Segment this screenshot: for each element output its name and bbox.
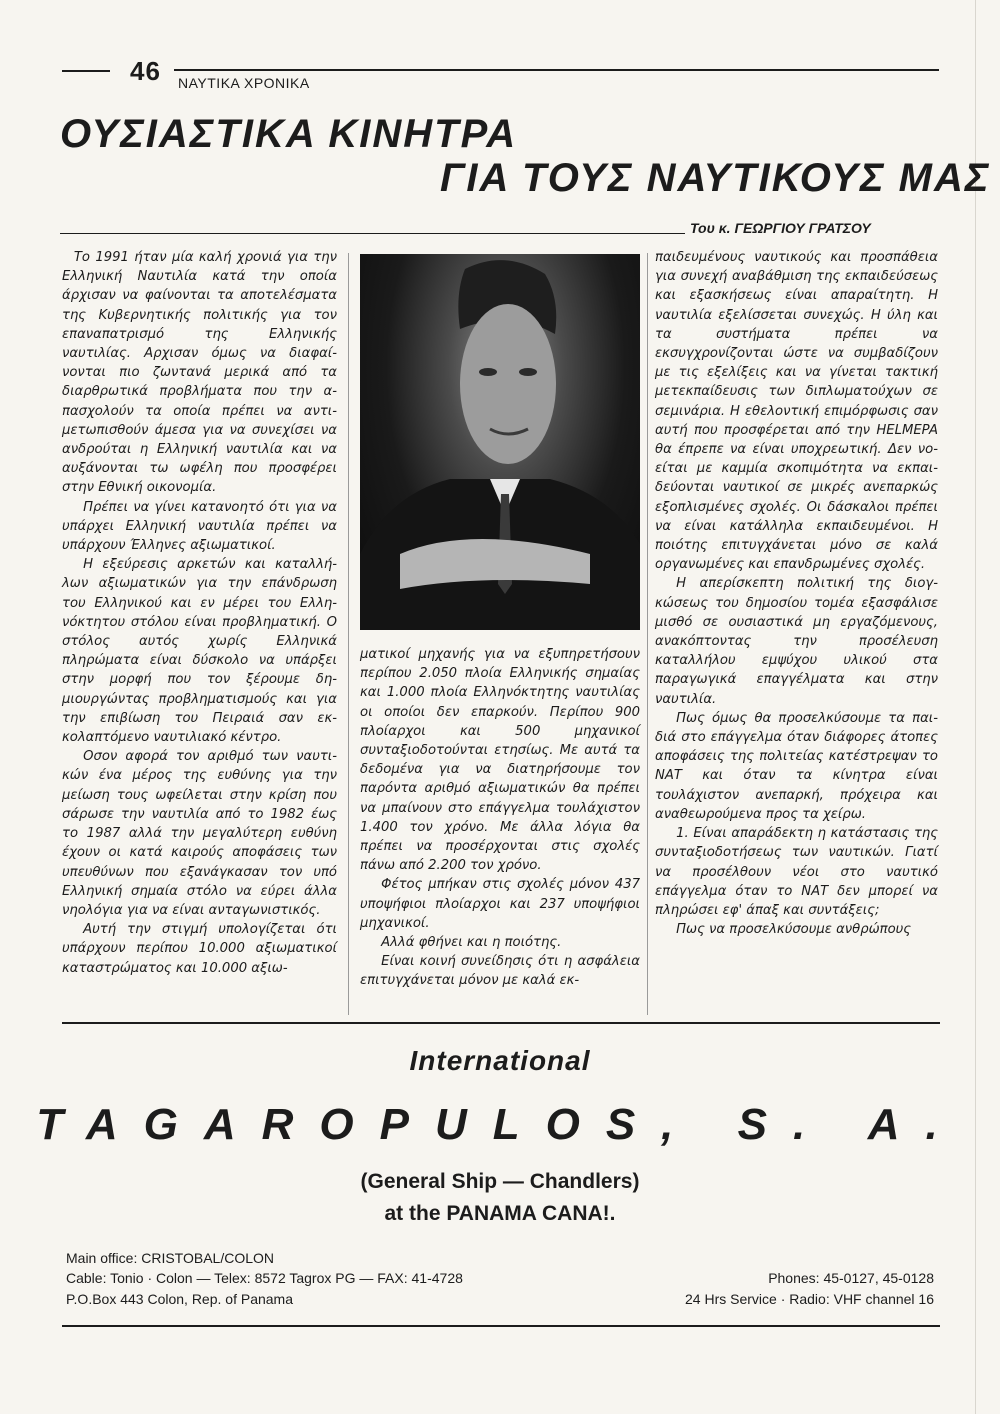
article-bottom-rule: [62, 1022, 940, 1024]
article-byline: Του κ. ΓΕΩΡΓΙΟΥ ΓΡΑΤΣΟΥ: [690, 220, 871, 236]
right-eye: [519, 368, 537, 376]
column-divider: [348, 253, 349, 1015]
header-rule-left: [62, 70, 110, 72]
face-shape: [460, 304, 556, 464]
paragraph: Αυτή την στιγμή υπολογίζεται ότι υπάρχουν περίπου 10.000 αξιωματικοί καταστρώματος και 10.000 αξιω-: [62, 922, 337, 976]
ad-main-office: Main office: CRISTOBAL/COLON: [66, 1250, 274, 1266]
ad-international-label: International: [409, 1045, 591, 1076]
article-column-3: [655, 248, 938, 939]
ad-subtitle-2: at the PANAMA CANA!.: [384, 1202, 616, 1225]
left-eye: [479, 368, 497, 376]
paragraph: Το 1991 ήταν μία καλή χρονιά για την Ελληνική Ναυτιλία κατά την οποία άρχισαν να φαίνονται τα αποτελέσματα της Κυβερνητικής πολιτικής για τον επαναπατρισμό της Ελληνικής ναυτιλίας. Αρχισαν όμως να διαφαίνονται πιο ζωντανά μερικά από τα διαρθρωτικά προβλήματα που την απασχολούν τα οποία πρέπει να αντιμετωπισθούν άμεσα για να συνεχίσει να ανδρούται η Ελληνική ναυτιλία και να αυξάνονται τω ωφέλη που προσφέρει στην Εθνική οικονομία.: [62, 250, 337, 496]
byline-rule: [60, 233, 685, 234]
column-divider: [647, 253, 648, 1015]
paragraph: ματικοί μηχανής για να εξυπηρετήσουν περίπου 2.050 πλοία Ελληνικής σημαίας και 1.000 πλοία Ελληνόκτητης ναυτιλίας οι οποίοι δεν επαρκούν. Περίπου 900 πλοίαρχοι και 500 μηχανικοί συνταξιοδοτούνται ετησίως. Με αυτά τα δεδομένα για να διατηρήσουμε τον παρόντα αριθμό αξιωματικών θα πρέπει να μπαίνουν στο επάγγελμα τουλάχιστον 1.400 τον χρόνο. Με άλλα λόγια θα πρέπει να προσέρχονται στις σχολές πάνω από 2.200 τον χρόνο.: [360, 647, 640, 874]
paragraph: Οσον αφορά τον αριθμό των ναυτικών ένα μέρος της ευθύνης για την μείωση τους ωφείλεται στην κρίση που σάρωσε την ναυτιλία από το 1982 έως το 1987 αλλά την μεγαλύτερη ευθύνη έχουν οι κατά καιρούς αποφάσεις των υπευθύνων που εξανάγκασαν τον υπό Ελληνική σημαία στόλο να εύρει άλλα νηολόγια για να είναι ανταγωνιστικός.: [62, 749, 337, 918]
page-number: 46: [130, 56, 161, 86]
article-column-2: [360, 645, 640, 991]
paragraph: Φέτος μπήκαν στις σχολές μόνον 437 υποψήφιοι πλοίαρχοι και 237 υποψήφιοι μηχανικοί.: [360, 877, 640, 931]
paragraph: Η απερίσκεπτη πολιτική της διογκώσεως του δημοσίου τομέα εξασφάλισε μισθό σε ουσιαστικά μη εργαζόμενους, ανακόπτοντας την προσέλευση καταλλήλου εμψύχου υλικού στα παραγωγικά επαγγέλματα και στην ναυτιλία.: [655, 576, 938, 707]
header-rule-right: [174, 69, 939, 71]
ad-company-name: TAGAROPULOS, S. A.: [36, 1100, 964, 1149]
paragraph: Πως όμως θα προσελκύσουμε τα παιδιά στο επάγγελμα όταν διάφορες άτοπες αποφάσεις της πολιτείας κατέστρεψαν το ΝΑΤ και όταν τα κίνητρα είναι τουλάχιστον ανεπαρκή, πρόχειρα και αναθεωρούμενα προς τα χείρω.: [655, 710, 938, 822]
paragraph: Είναι κοινή συνείδησις ότι η ασφάλεια επιτυγχάνεται μόνον με καλά εκ-: [360, 954, 640, 989]
paragraph: Η εξεύρεσις αρκετών και καταλλήλων αξιωματικών για την επάνδρωση του Ελληνικού και εν μέρει του Ελληνόκτητου στόλου είναι προβληματική. Ο στόλος αυτός χωρίς Ελληνικά πληρώματα είναι δύσκολο να υπάρξει στην μορφή που τον ξέρουμε δημιουργώντας προβληματισμούς και για την επιβίωση του Πειραιά σαν εκκολαπτόμενο ναυτιλιακό κέντρο.: [62, 557, 337, 746]
paragraph: Αλλά φθήνει και η ποιότης.: [381, 935, 562, 951]
article-title-line-2: ΓΙΑ ΤΟΥΣ ΝΑΥΤΙΚΟΥΣ ΜΑΣ: [440, 156, 991, 200]
portrait-drawing: [360, 254, 640, 630]
magazine-title: ΝΑΥΤΙΚΑ ΧΡΟΝΙΚΑ: [178, 75, 310, 91]
ad-service-radio: 24 Hrs Service · Radio: VHF channel 16: [685, 1291, 934, 1307]
author-portrait-photo: [360, 254, 640, 630]
paragraph: Πως να προσελκύσουμε ανθρώπους: [676, 922, 912, 938]
paragraph: 1. Είναι απαράδεκτη η κατάστασις της συνταξιοδοτήσεως των ναυτικών. Γιατί να προσέλθουν νέοι στο ναυτικό επάγγελμα όταν το ΝΑΤ δεν μπορεί να πληρώσει εφ' άπαξ και συντάξεις;: [655, 826, 938, 918]
ad-po-box: P.O.Box 443 Colon, Rep. of Panama: [66, 1291, 293, 1307]
paragraph: Πρέπει να γίνει κατανοητό ότι για να υπάρχει Ελληνική ναυτιλία πρέπει να υπάρχουν Έλληνες αξιωματικοί.: [62, 499, 337, 554]
ad-phones: Phones: 45-0127, 45-0128: [768, 1270, 934, 1286]
article-column-1: [62, 248, 337, 978]
article-title-line-1: ΟΥΣΙΑΣΤΙΚΑ ΚΙΝΗΤΡΑ: [60, 112, 518, 156]
ad-subtitle-1: (General Ship — Chandlers): [360, 1170, 640, 1193]
paragraph: παιδευμένους ναυτικούς και προσπάθεια για συνεχή αναβάθμιση της εκπαιδεύσεως και εξασκήσεως είναι απαραίτητη. Η ναυτιλία εξελίσσεται συνεχώς. Η ύλη και τα συστήματα πρέπει να εκσυγχρονίζονται ώστε να συμβαδίζουν με τις εξελίξεις και να γίνεται τακτική μετεκπαίδευσις των διπλωματούχων σε σεμινάρια. Η εθελοντική επιμόρφωσις σαν αυτή που προσφέρεται από την HELMEPA θα έπρεπε να είναι υποχρεωτική. Δεν νοείται με καμμία σκοπιμότητα να εκπαιδεύονται ναυτικοί σε μικρές ανεπαρκώς εξοπλισμένες σχολές. Οι δάσκαλοι πρέπει να είναι κατάλληλα εκπαιδευμένοι. Η ποιότης επιτυγχάνεται μόνο σε καλά οργανωμένες και επανδρωμένες σχολές.: [655, 250, 938, 573]
ad-bottom-rule: [62, 1325, 940, 1327]
ad-cable-telex-fax: Cable: Tonio · Colon — Telex: 8572 Tagrox PG — FAX: 41-4728: [66, 1270, 463, 1286]
